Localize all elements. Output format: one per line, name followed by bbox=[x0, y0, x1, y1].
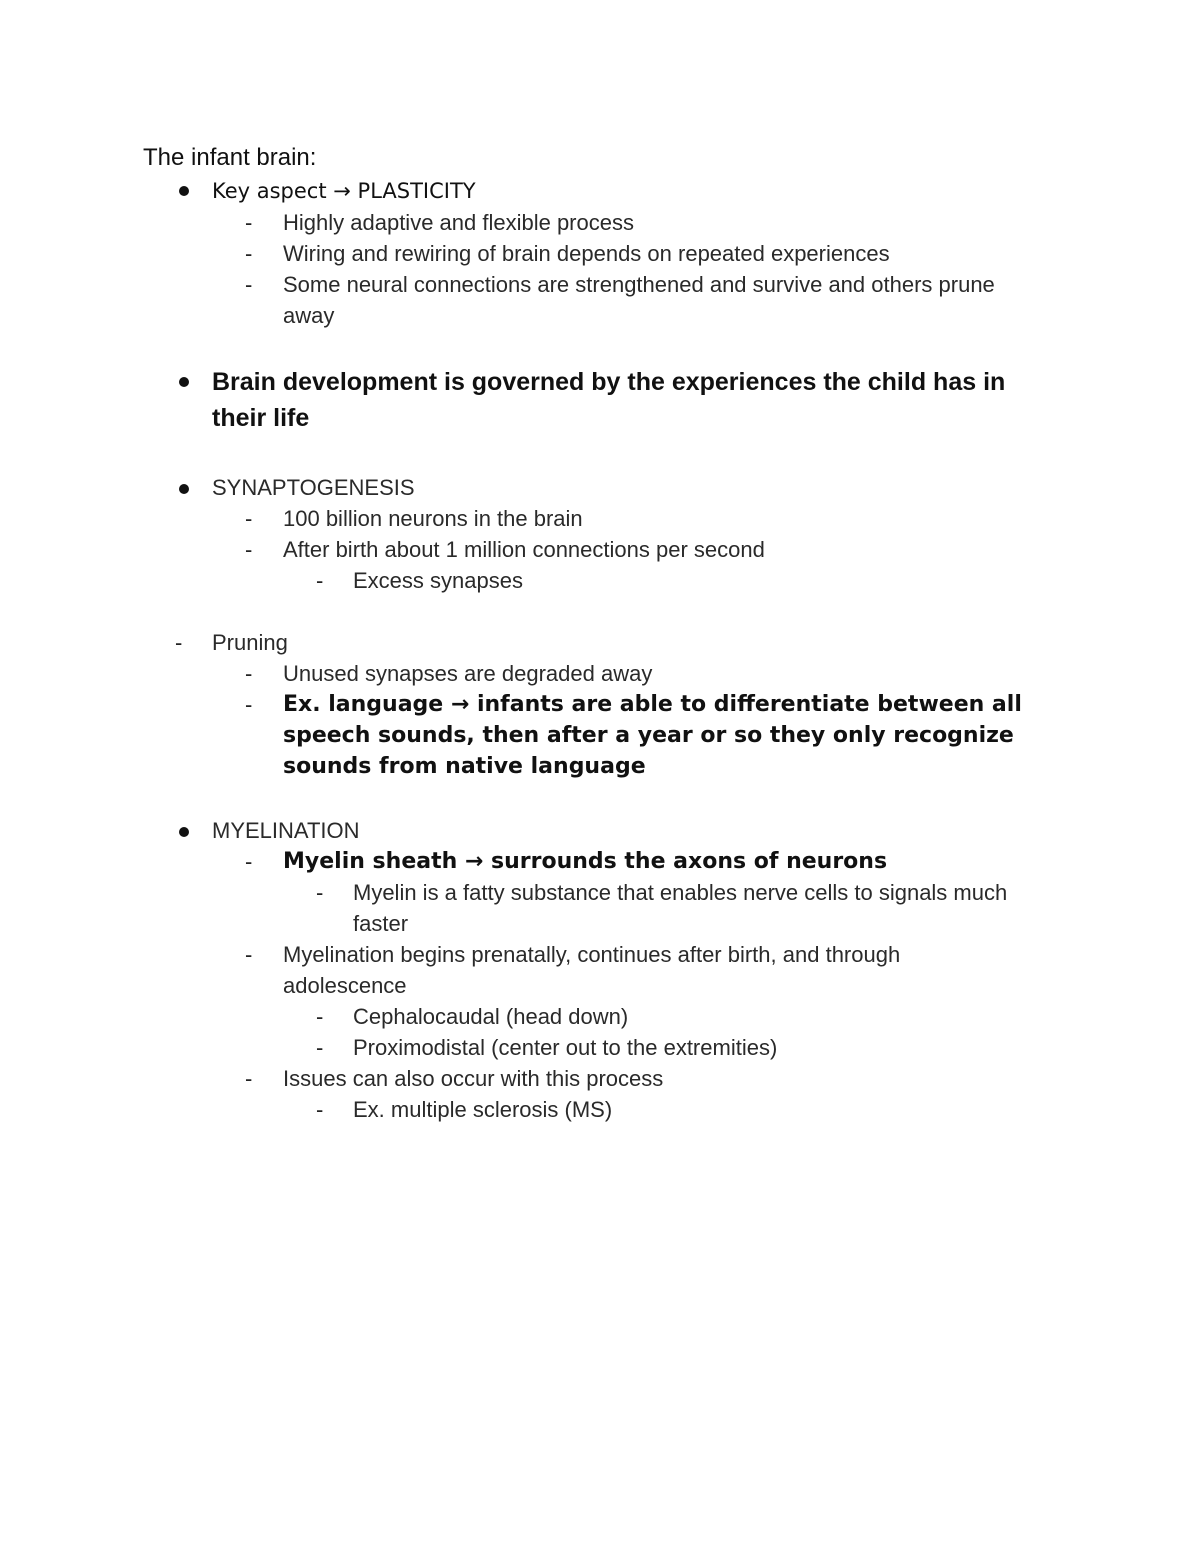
list-item: Myelin sheath → surrounds the axons of neurons bbox=[283, 849, 888, 874]
list-item: After birth about 1 million connections per second bbox=[283, 537, 765, 562]
list-item-continuation: away bbox=[283, 303, 335, 328]
list-item: Highly adaptive and flexible process bbox=[283, 210, 634, 235]
dash-marker: - bbox=[245, 272, 253, 297]
synaptogenesis-heading: SYNAPTOGENESIS bbox=[212, 475, 415, 500]
list-item: Cephalocaudal (head down) bbox=[353, 1004, 629, 1029]
dash-marker: - bbox=[245, 506, 253, 531]
dash-marker: - bbox=[175, 630, 183, 655]
dash-marker: - bbox=[245, 1066, 253, 1091]
dash-marker: - bbox=[245, 661, 253, 686]
dash-marker: - bbox=[245, 942, 253, 967]
dash-marker: - bbox=[316, 1035, 324, 1060]
dash-marker: - bbox=[245, 241, 253, 266]
list-item: Proximodistal (center out to the extremities) bbox=[353, 1035, 778, 1060]
myelination-heading: MYELINATION bbox=[212, 818, 360, 843]
bullet-dot bbox=[179, 484, 189, 494]
page-title: The infant brain: bbox=[143, 144, 317, 171]
list-item: Issues can also occur with this process bbox=[283, 1066, 664, 1091]
list-item: 100 billion neurons in the brain bbox=[283, 506, 583, 531]
dash-marker: - bbox=[316, 1004, 324, 1029]
list-item: Some neural connections are strengthened and survive and others prune bbox=[283, 272, 995, 297]
dash-marker: - bbox=[245, 210, 253, 235]
dash-marker: - bbox=[245, 849, 253, 874]
bullet-dot bbox=[179, 827, 189, 837]
list-item: Unused synapses are degraded away bbox=[283, 661, 653, 686]
development-statement-line: Brain development is governed by the experiences the child has in bbox=[212, 368, 1006, 396]
bullet-dot bbox=[179, 377, 189, 387]
list-item: Ex. language → infants are able to differentiate between all bbox=[283, 692, 1022, 717]
list-item: Myelination begins prenatally, continues after birth, and through bbox=[283, 942, 901, 967]
dash-marker: - bbox=[245, 692, 253, 717]
list-item-continuation: speech sounds, then after a year or so they only recognize bbox=[283, 723, 1014, 748]
list-item-continuation: sounds from native language bbox=[283, 754, 646, 779]
pruning-heading: Pruning bbox=[212, 630, 288, 655]
dash-marker: - bbox=[316, 1097, 324, 1122]
list-item: Myelin is a fatty substance that enables nerve cells to signals much bbox=[353, 880, 1008, 905]
dash-marker: - bbox=[316, 880, 324, 905]
list-item: Wiring and rewiring of brain depends on repeated experiences bbox=[283, 241, 890, 266]
dash-marker: - bbox=[245, 537, 253, 562]
plasticity-heading: Key aspect → PLASTICITY bbox=[212, 179, 476, 203]
list-item-continuation: faster bbox=[353, 911, 409, 936]
list-item: Excess synapses bbox=[353, 568, 523, 593]
list-item: Ex. multiple sclerosis (MS) bbox=[353, 1097, 613, 1122]
bullet-dot bbox=[179, 186, 189, 196]
dash-marker: - bbox=[316, 568, 324, 593]
list-item-continuation: adolescence bbox=[283, 973, 407, 998]
development-statement-line: their life bbox=[212, 404, 310, 432]
